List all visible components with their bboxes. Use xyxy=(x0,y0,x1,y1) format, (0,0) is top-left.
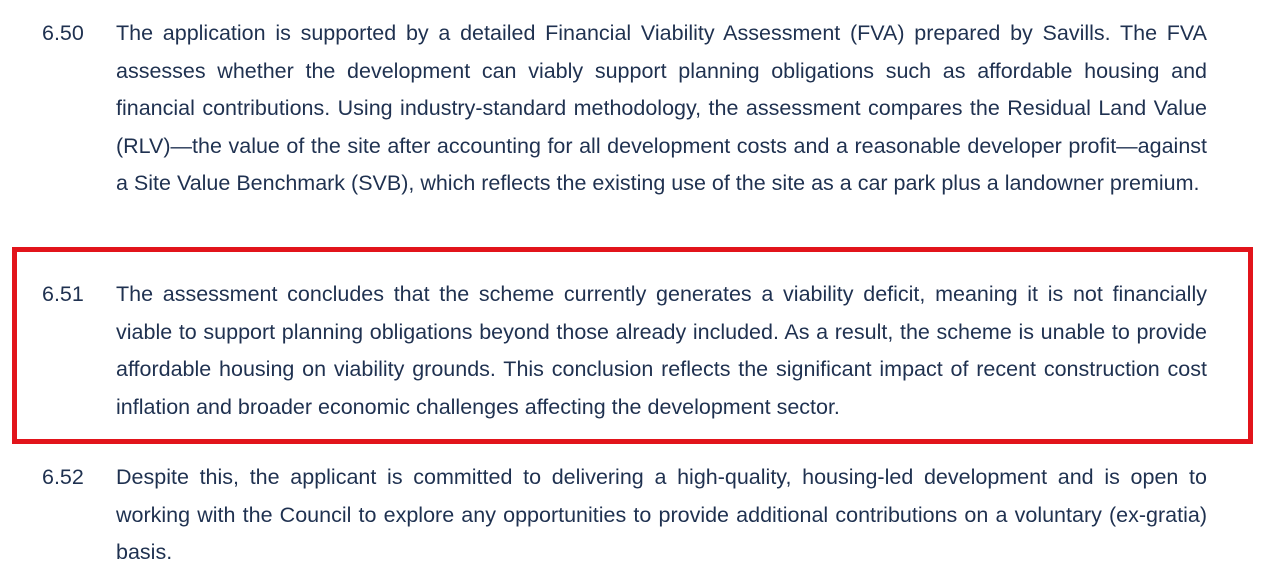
paragraph-number: 6.50 xyxy=(42,21,84,45)
paragraph-number: 6.52 xyxy=(42,465,84,489)
paragraph-text: Despite this, the applicant is committed to delivering a high-quality, housing-led development and is open to working with the Council to explore any opportunities to provide additional contributions on a voluntary (ex-gratia) basis. xyxy=(116,465,1207,565)
paragraph-number: 6.51 xyxy=(42,282,84,306)
paragraph-text: The assessment concludes that the scheme currently generates a viability deficit, meaning it is not financially viable to support planning obligations beyond those already included. As a result, the scheme is unable to provide affordable housing on viability grounds. This conclusion reflects the significant impact of recent construction cost inflation and broader economic challenges affecting the development sector. xyxy=(116,282,1207,419)
paragraph-text: The application is supported by a detailed Financial Viability Assessment (FVA) prepared by Savills. The FVA assesses whether the development can viably support planning obligations such as affordable housing and financial contributions. Using industry-standard methodology, the assessment compares the Residual Land Value (RLV)—the value of the site after accounting for all development costs and a reasonable developer profit—against a Site Value Benchmark (SVB), which reflects the existing use of the site as a car park plus a landowner premium. xyxy=(116,21,1207,196)
